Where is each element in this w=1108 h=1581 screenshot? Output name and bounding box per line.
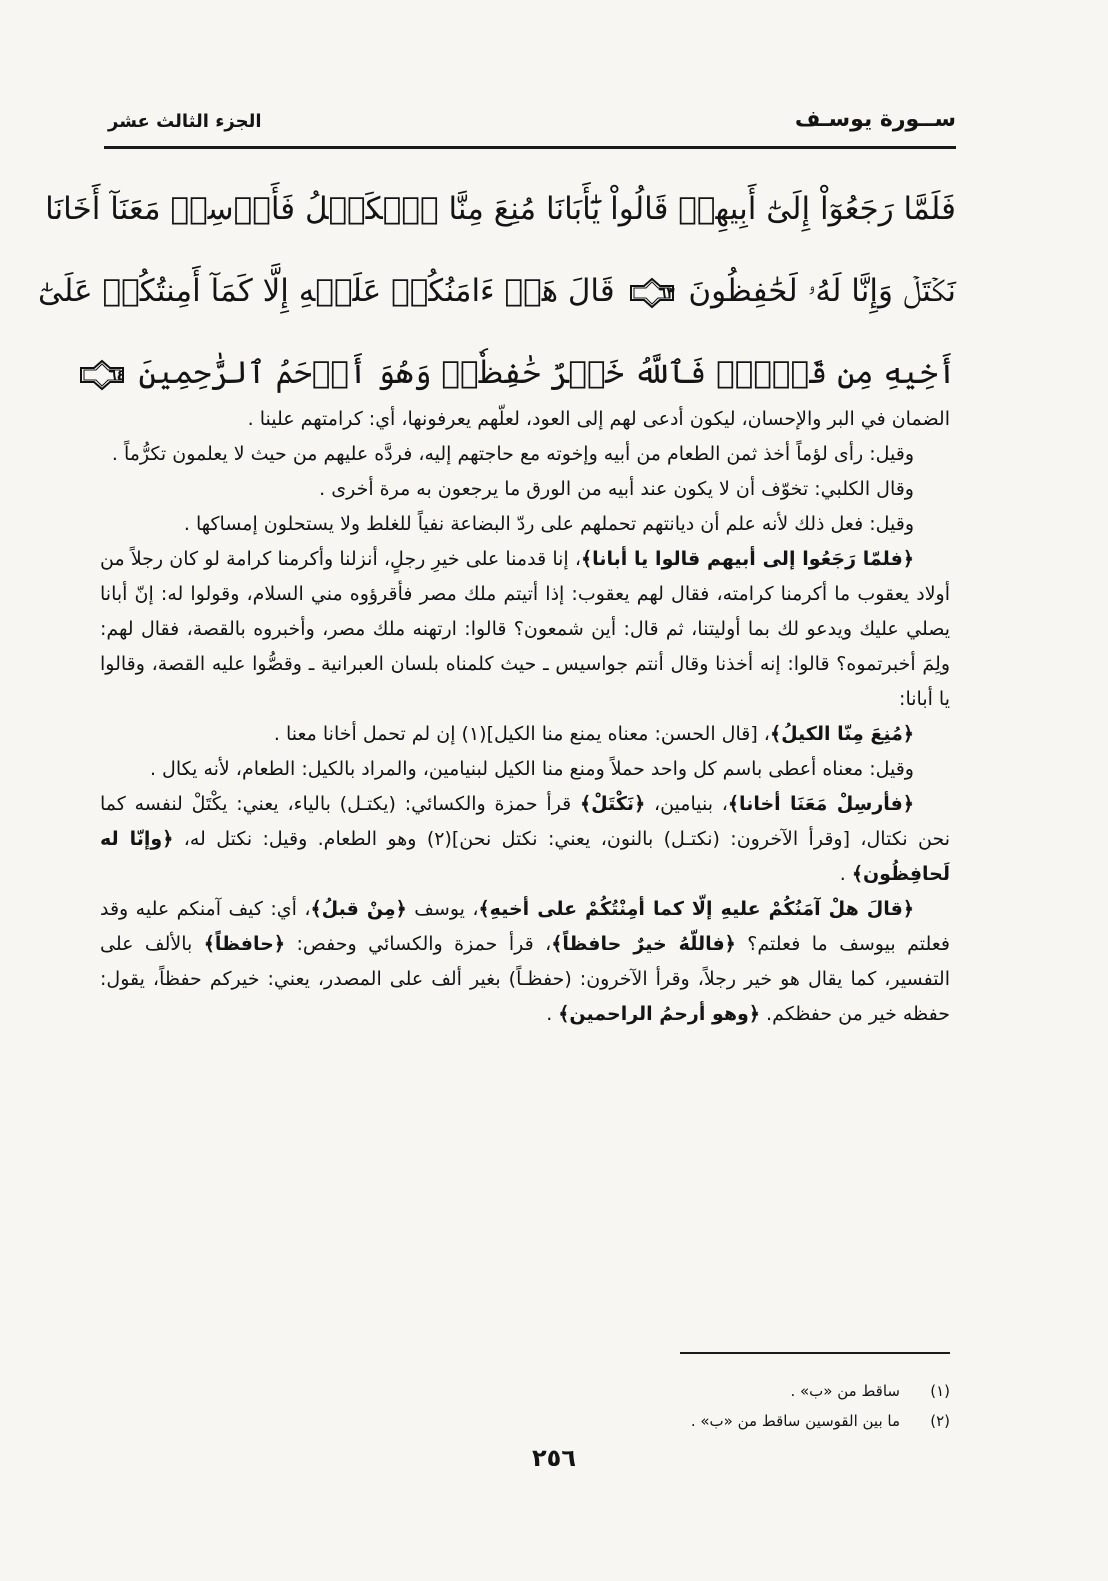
- quran-quote: ﴿حافظاً﴾: [203, 933, 285, 955]
- quran-quote: ﴿وإنّا له لَحافِظُون﴾: [100, 828, 950, 885]
- verse-text-2a: نَكۡتَلۡ وَإِنَّا لَهُۥ لَحَٰفِظُونَ: [688, 273, 956, 309]
- page-number: ٢٥٦: [532, 1444, 576, 1472]
- commentary-paragraph: الضمان في البر والإحسان، ليكون أدعى لهم إلى العود، لعلّهم يعرفونها، أي: كرامتهم علينا .: [247, 408, 950, 430]
- commentary-paragraph: [100, 717, 950, 752]
- commentary-paragraph: وقيل: رأى لؤماً أخذ ثمن الطعام من أبيه وإخوته مع حاجتهم إليه، فردَّه عليهم من حيث لا يعلمون تكرُّماً .: [111, 443, 914, 465]
- footnote-divider: [680, 1352, 950, 1354]
- footnote-item: [108, 1376, 950, 1406]
- footnote-item: [108, 1406, 950, 1436]
- ayah-end-marker-icon: [629, 278, 675, 308]
- commentary-paragraph: [100, 892, 950, 1032]
- surah-title: ســورة يوسـف: [794, 107, 956, 132]
- verse-text-2b: قَالَ هَلۡ ءَامَنُكُمۡ عَلَيۡهِ إِلَّا كَمَآ أَمِنتُكُمۡ عَلَىٰٓ: [38, 273, 615, 309]
- commentary-text: ، بنيامين،: [645, 793, 728, 815]
- ayah-number-64: ٦٤: [108, 365, 125, 384]
- quran-quote: ﴿فلمّا رَجَعُوا إلى أبيهم قالوا يا أبانا﴾: [581, 548, 914, 570]
- quran-quote: ﴿مِنْ قبلُ﴾: [310, 898, 407, 920]
- verse-line-2: [38, 250, 956, 332]
- tafsir-commentary: [100, 402, 950, 1032]
- commentary-text: .: [546, 1003, 559, 1025]
- commentary-text: ، إنا قدمنا على خيرِ رجلٍ، أنزلنا وأكرمنا كرامة لو كان رجلاً من أولاد يعقوب ما أكرمنا كرامته، فقال لهم يعقوب: إذا أتيتم ملك مصر فأقرؤوه مني السلام، وقولوا له: إنّ أبانا يصلي عليك ويدعو لك بما أوليتنا، ثم قال: أين شمعون؟ قالوا: ارتهنه ملك مصر، وأخبروه بالقصة، فقال لهم: ولِمَ أخبرتموه؟ قالوا: إنه أخذنا وقال أنتم جواسيس ـ حيث كلمناه بلسان العبرانية ـ وقصُّوا عليه القصة، وقالوا يا أبانا:: [100, 548, 950, 710]
- quran-quote: ﴿مُنِعَ مِنّا الكيلُ﴾: [769, 723, 914, 745]
- verse-text-3: أَخِيهِ مِن قَبۡلُۖ فَٱللَّهُ خَيۡرٌ حَٰفِظٗاۖ وَهُوَ أَرۡحَمُ ٱلرَّٰحِمِينَ: [138, 355, 956, 391]
- footnote-text: ما بين القوسين ساقط من «ب» .: [690, 1412, 900, 1430]
- commentary-paragraph: وقال الكلبي: تخوّف أن لا يكون عند أبيه من الورق ما يرجعون به مرة أخرى .: [319, 478, 914, 500]
- quran-quote: ﴿وهو أرحمُ الراحمين﴾: [558, 1003, 760, 1025]
- verse-line-1: فَلَمَّا رَجَعُوٓاْ إِلَىٰٓ أَبِيهِمۡ قَالُواْ يَٰٓأَبَانَا مُنِعَ مِنَّا ٱلۡكَيۡلُ فَأَرۡسِلۡ مَعَنَآ أَخَانَا: [45, 191, 956, 227]
- commentary-paragraph: وقيل: معناه أعطى باسم كل واحد حملاً ومنع منا الكيل لبنيامين، والمراد بالكيل: الطعام، لأنه يكال .: [149, 758, 914, 780]
- ayah-end-marker-icon: [79, 360, 125, 390]
- footnote-number: (٢): [930, 1412, 950, 1430]
- quran-quote: ﴿قالَ هلْ آمَنُكُمْ عليهِ إلّا كما أمِنْتُكُمْ على أخيهِ﴾: [478, 898, 914, 920]
- header-divider: [104, 146, 956, 149]
- commentary-paragraph: [100, 542, 950, 717]
- commentary-text: قرأ حمزة والكسائي: (يكتـل) بالياء، يعني: يكْتَلْ لنفسه كما نحن نكتال، [وقرأ الآخرون: (نكتـل) بالنون، يعني: نكتل نحن](٢) وهو الطعام. وقيل: نكتل له،: [100, 793, 950, 850]
- page-header: [108, 92, 956, 132]
- commentary-text: ، قرأ حمزة والكسائي وحفص:: [284, 933, 552, 955]
- commentary-paragraph: وقيل: فعل ذلك لأنه علم أن ديانتهم تحملهم على ردّ البضاعة نفياً للغلط ولا يستحلون إمساكها .: [183, 513, 914, 535]
- commentary-text: .: [839, 863, 852, 885]
- commentary-text: ، [قال الحسن: معناه يمنع منا الكيل](١) إن لم تحمل أخانا معنا .: [273, 723, 770, 745]
- juz-label: الجزء الثالث عشر: [108, 111, 262, 132]
- quran-quote: ﴿فاللّهُ خيرٌ حافظاً﴾: [551, 933, 736, 955]
- quran-verses: [38, 168, 956, 414]
- commentary-text: بالألف على التفسير، كما يقال هو خير رجلاً، وقرأ الآخرون: (حفظـاً) بغير ألف على المصدر، يعني: خيركم حفظاً، يقول: حفظه خير من حفظكم.: [100, 933, 950, 1025]
- ayah-number-63: ٦٣: [658, 283, 675, 302]
- footnote-text: ساقط من «ب» .: [790, 1382, 900, 1400]
- commentary-paragraph: [100, 787, 950, 892]
- quran-quote: ﴿نَكْتَلْ﴾: [580, 793, 646, 815]
- commentary-text: ، أي: كيف آمنكم عليه وقد فعلتم بيوسف ما فعلتم؟: [100, 898, 951, 955]
- quran-quote: ﴿فأرسِلْ مَعَنَا أخانا﴾: [727, 793, 915, 815]
- footnotes: [108, 1376, 950, 1436]
- footnote-number: (١): [930, 1382, 950, 1400]
- commentary-text: ، يوسف: [406, 898, 479, 920]
